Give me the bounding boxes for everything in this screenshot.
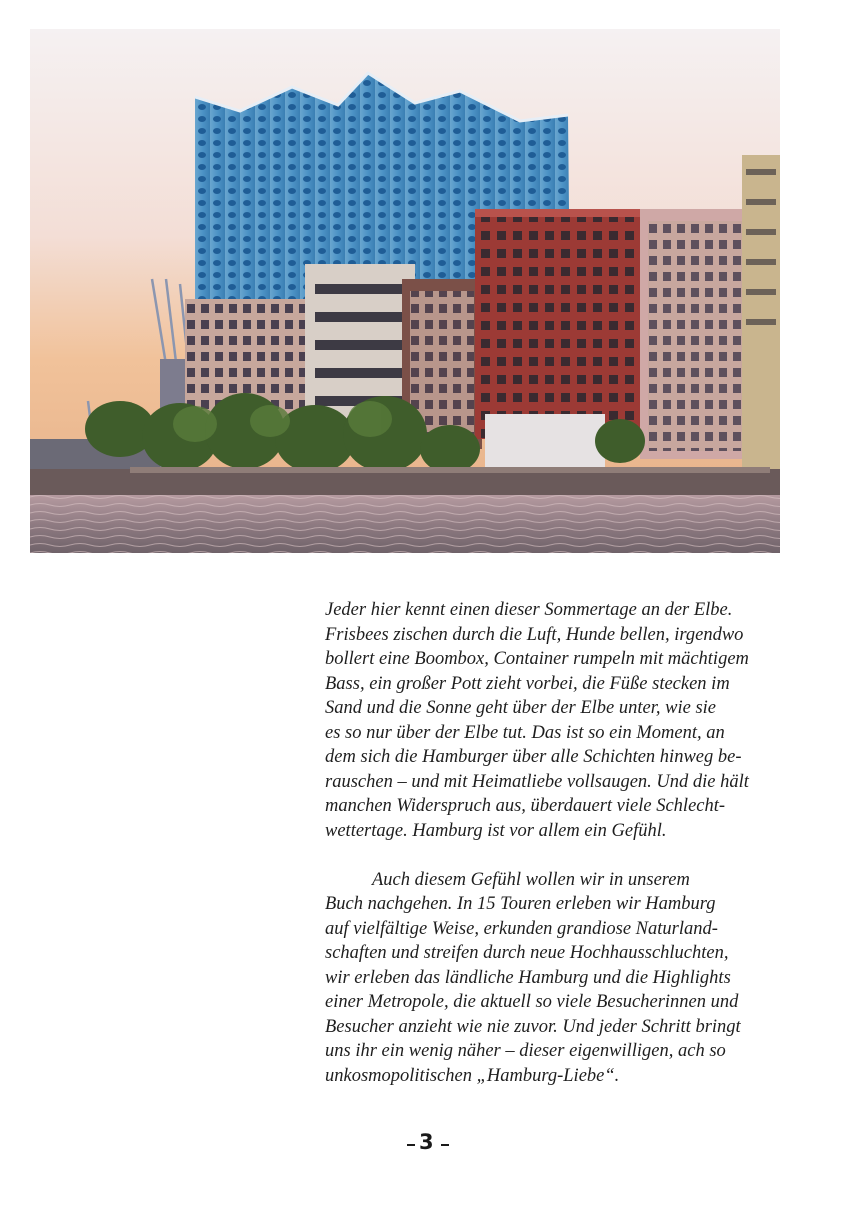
- text-line: Jeder hier kennt einen dieser Sommertage an der Elbe.: [325, 600, 733, 620]
- text-line: Buch nachgehen. In 15 Touren erleben wir Hamburg: [325, 894, 716, 914]
- text-line: wir erleben das ländliche Hamburg und die Highlights: [325, 967, 731, 988]
- text-line: manchen Widerspruch aus, überdauert viele Schlecht-: [325, 796, 726, 816]
- page-number-value: 3: [419, 1130, 434, 1154]
- text-line: unkosmopolitischen „Hamburg-Liebe“.: [325, 1065, 620, 1086]
- left-dash: [407, 1144, 415, 1146]
- text-line: Sand und die Sonne geht über der Elbe unter, wie sie: [325, 698, 717, 718]
- body-text: [325, 598, 787, 1088]
- text-line: rauschen – und mit Heimatliebe vollsaugen. Und die hält: [325, 771, 749, 792]
- elbphilharmonie-photo-icon: [30, 29, 780, 553]
- text-line: Bass, ein großer Pott zieht vorbei, die Füße stecken im: [325, 673, 730, 694]
- text-line: auf vielfältige Weise, erkunden grandiose Naturland-: [325, 918, 718, 939]
- paragraph-1: [325, 598, 787, 843]
- text-line: Auch diesem Gefühl wollen wir in unserem: [372, 869, 690, 890]
- text-line: es so nur über der Elbe tut. Das ist so ein Moment, an: [325, 722, 725, 743]
- right-dash: [441, 1144, 449, 1146]
- paragraph-2: [325, 868, 787, 1089]
- text-line: Frisbees zischen durch die Luft, Hunde bellen, irgendwo: [325, 624, 744, 645]
- text-line: dem sich die Hamburger über alle Schichten hinweg be-: [325, 747, 742, 767]
- text-line: wettertage. Hamburg ist vor allem ein Gefühl.: [325, 820, 667, 841]
- text-line: schaften und streifen durch neue Hochhausschluchten,: [325, 943, 729, 963]
- hero-photo: [30, 29, 780, 553]
- text-line: uns ihr ein wenig näher – dieser eigenwilligen, ach so: [325, 1041, 726, 1061]
- text-line: bollert eine Boombox, Container rumpeln mit mächtigem: [325, 649, 749, 669]
- text-line: Besucher anzieht wie nie zuvor. Und jeder Schritt bringt: [325, 1016, 741, 1037]
- text-line: einer Metropole, die aktuell so viele Besucherinnen und: [325, 992, 739, 1012]
